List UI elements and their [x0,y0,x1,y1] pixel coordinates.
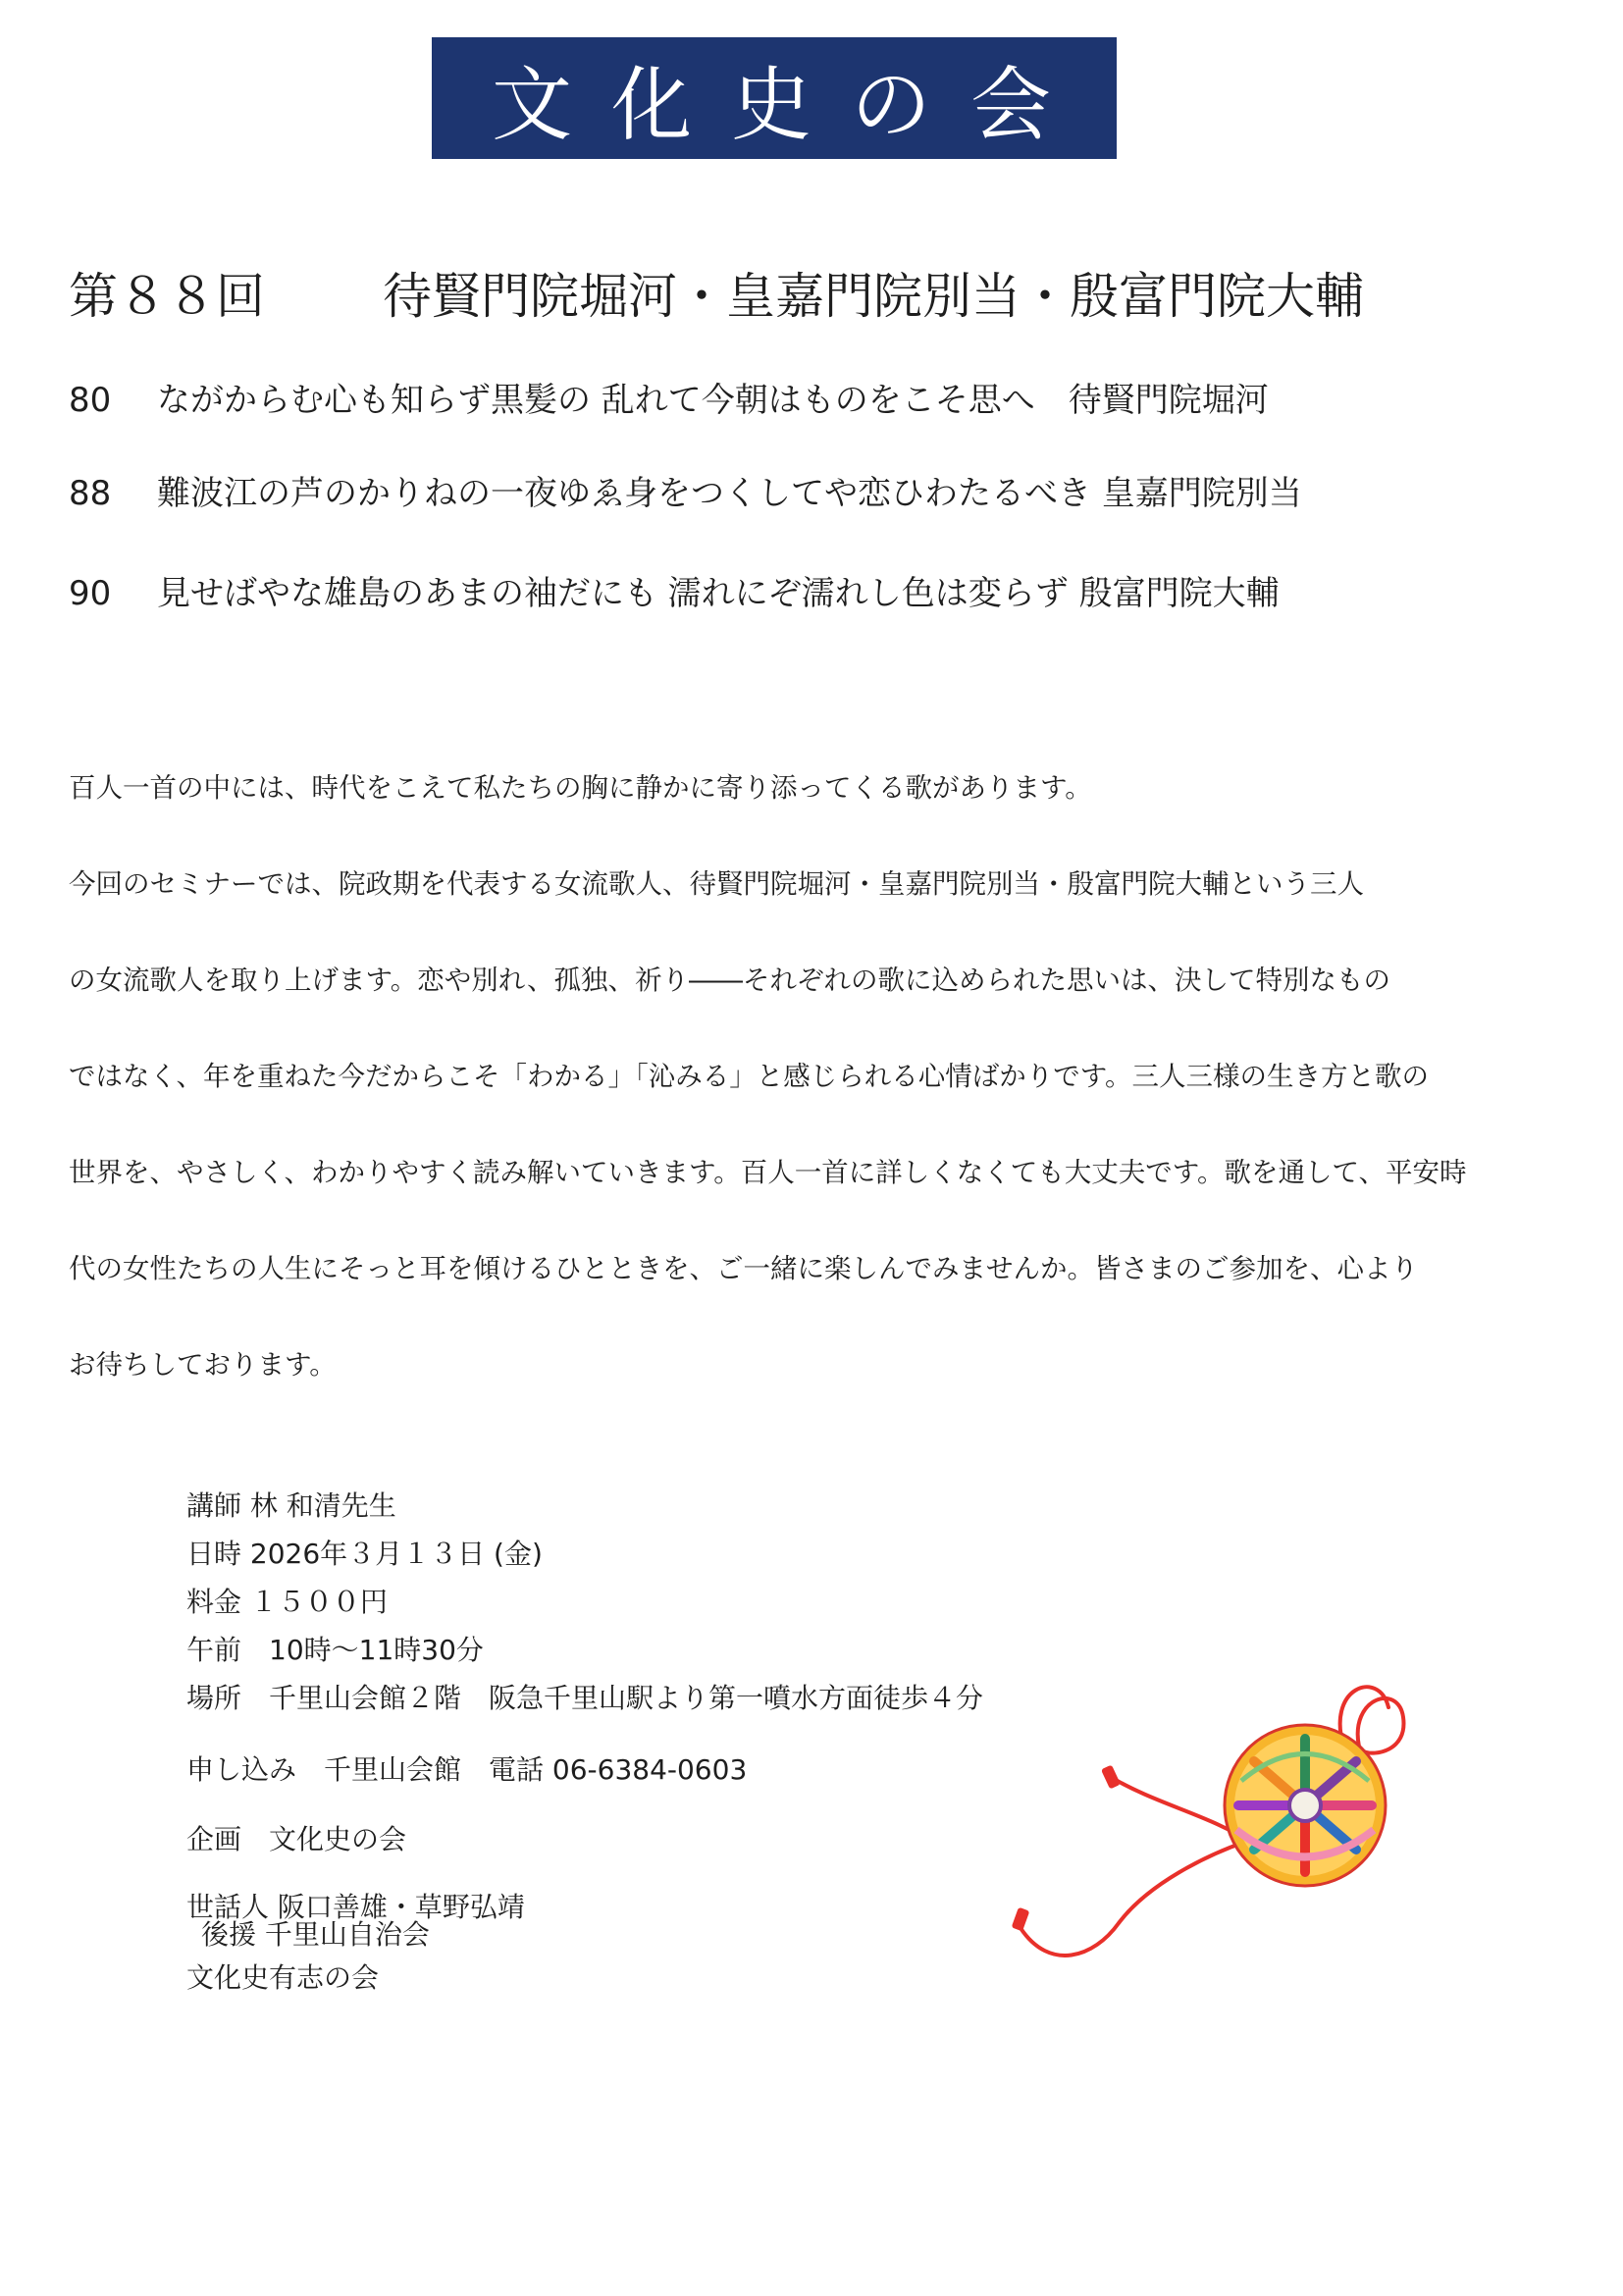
session-number: 第８８回 [69,268,265,325]
group-info: 文化史有志の会 [186,1961,380,1994]
poem-text: 難波江の芦のかりねの一夜ゆゑ身をつくしてや恋ひわたるべき 皇嘉門院別当 [157,474,1302,513]
body-line: 代の女性たちの人生にそっと耳を傾けるひとときを、ご一緒に楽しんでみませんか。皆さまのご参加を、心より [69,1253,1418,1284]
poem-line [69,566,1280,614]
intro-paragraph [69,740,1560,1413]
poem-text: 見せばやな雄島のあまの袖だにも 濡れにぞ濡れし色は変らず 殷富門院大輔 [157,574,1280,613]
poem-line [69,466,1302,514]
fee-info: 料金 １５００円 [186,1586,388,1618]
body-line: お待ちしております。 [69,1349,337,1381]
support-info: 後援 千里山自治会 [201,1918,430,1951]
planner-info: 企画 文化史の会 [186,1823,407,1855]
body-line: 百人一首の中には、時代をこえて私たちの胸に静かに寄り添ってくる歌があります。 [69,772,1092,804]
body-line: の女流歌人を取り上げます。恋や別れ、孤独、祈り――それぞれの歌に込められた思いは、決して特別なもの [69,965,1390,996]
body-line: ではなく、年を重ねた今だからこそ「わかる」「沁みる」と感じられる心情ばかりです。三人三様の生き方と歌の [69,1061,1429,1092]
poem-number: 90 [69,574,112,613]
time-info: 午前 10時～11時30分 [186,1634,484,1666]
body-line: 今回のセミナーでは、院政期を代表する女流歌人、待賢門院堀河・皇嘉門院別当・殷富門院大輔という三人 [69,868,1364,900]
poem-number: 80 [69,381,112,420]
date-info: 日時 2026年３月１３日 (金) [186,1538,543,1570]
venue-info: 場所 千里山会館２階 阪急千里山駅より第一噴水方面徒歩４分 [186,1682,984,1714]
session-title: 待賢門院堀河・皇嘉門院別当・殷富門院大輔 [383,268,1364,325]
lecturer-info: 講師 林 和清先生 [186,1489,396,1522]
body-line: 世界を、やさしく、わかりやすく読み解いていきます。百人一首に詳しくなくても大丈夫です。歌を通して、平安時 [69,1157,1467,1188]
poem-text: ながからむ心も知らず黒髪の 乱れて今朝はものをこそ思へ 待賢門院堀河 [157,381,1269,420]
poem-number: 88 [69,474,112,513]
page-title-banner: 文化史の会 [432,37,1117,159]
poem-line [69,373,1269,421]
session-heading [69,257,1364,328]
application-info: 申し込み 千里山会館 電話 06-6384-0603 [186,1753,748,1786]
temari-icon [1011,1658,1423,2011]
organizers-info: 世話人 阪口善雄・草野弘靖 [186,1891,525,1923]
